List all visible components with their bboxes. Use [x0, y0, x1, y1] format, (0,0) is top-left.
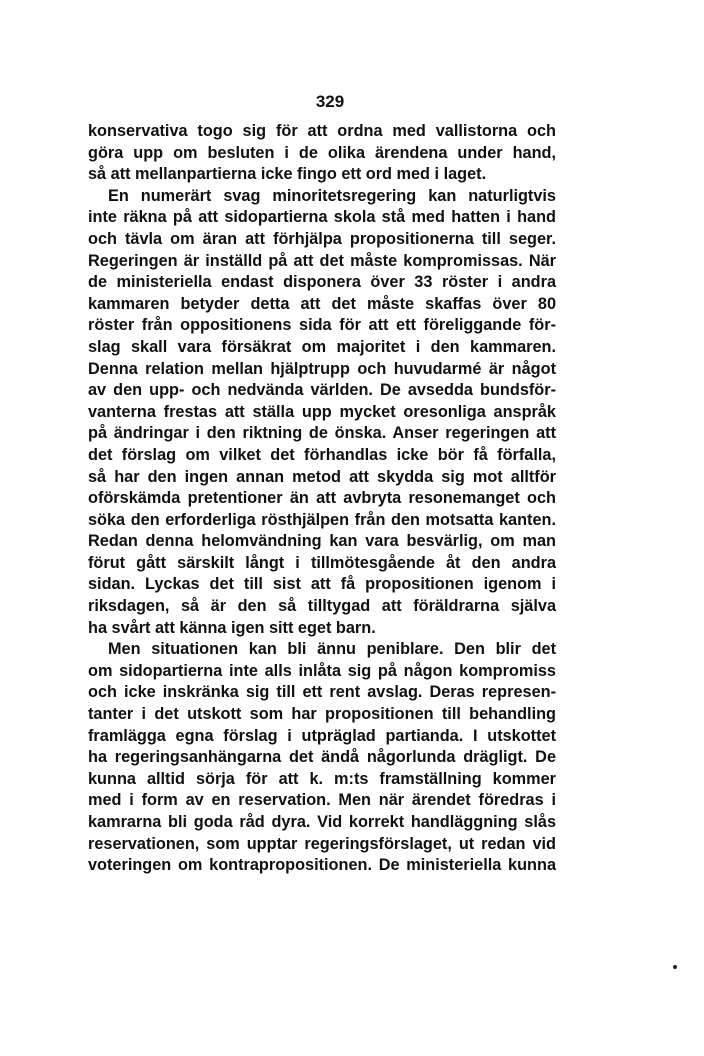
text-line: ha svårt att känna igen sitt eget barn. — [88, 618, 376, 637]
text-line: sidan. Lyckas det till sist att få propositionen igenom i — [88, 575, 556, 594]
text-line: tanter i det utskott som har propositionen till behandling — [88, 705, 556, 724]
text-line: kamrarna bli goda råd dyra. Vid korrekt handläggning slås — [88, 813, 556, 831]
text-line: av den upp- och nedvända världen. De avsedda bundsför- — [88, 381, 556, 400]
text-line: Denna relation mellan hjälptrupp och huvudarmé är något — [88, 359, 556, 378]
text-line: röster från oppositionens sida för att ett föreliggande för- — [88, 316, 556, 335]
text-line: En numerärt svag minoritetsregering kan naturligtvis — [108, 186, 556, 205]
text-line: så har den ingen annan metod att skydda sig mot alltför — [88, 467, 556, 486]
text-line: oförskämda pretentioner än att avbryta resonemanget och — [88, 489, 556, 508]
text-line: ha regeringsanhängarna det ändå någorlunda drägligt. De — [88, 748, 556, 767]
text-line: kunna alltid sörja för att k. m:ts framställning kommer — [88, 769, 556, 788]
body-text — [88, 121, 556, 877]
text-line: med i form av en reservation. Men när ärendet föredras i — [88, 791, 556, 810]
text-line: slag skall vara försäkrat om majoritet i den kammaren. — [88, 337, 556, 356]
text-line: riksdagen, så är den så tilltygad att föräldrarna själva — [88, 597, 556, 616]
text-line: vanterna frestas att ställa upp mycket oresonliga anspråk — [88, 402, 556, 421]
text-line: Redan denna helomvändning kan vara besvärlig, om man — [88, 532, 556, 551]
text-line: voteringen om kontrapropositionen. De ministeriella kunna — [88, 856, 556, 875]
text-line: på ändringar i den riktning de önska. Anser regeringen att — [88, 424, 556, 443]
text-line: det förslag om vilket det förhandlas icke bör få förfalla, — [88, 445, 556, 464]
text-line: de ministeriella endast disponera över 33 röster i andra — [88, 273, 556, 292]
text-line: inte räkna på att sidopartierna skola stå med hatten i hand — [88, 208, 556, 227]
text-line: förut gått särskilt långt i tillmötesgående åt den andra — [88, 553, 556, 572]
text-line: reservationen, som upptar regeringsförslaget, ut redan vid — [88, 834, 556, 853]
text-line: Regeringen är inställd på att det måste kompromissas. När — [88, 251, 556, 270]
stray-mark — [673, 965, 677, 969]
text-line: konservativa togo sig för att ordna med vallistorna och — [88, 122, 556, 140]
text-line: och tävla om äran att förhjälpa propositionerna till seger. — [88, 229, 556, 248]
text-line: framlägga egna förslag i utpräglad partianda. I utskottet — [88, 726, 556, 745]
text-line: söka den erforderliga rösthjälpen från den motsatta kanten. — [88, 510, 556, 529]
text-line: om sidopartierna inte alls inlåta sig på någon kompromiss — [88, 661, 556, 680]
text-line: kammaren betyder detta att det måste skaffas över 80 — [88, 294, 556, 313]
page-number: 329 — [315, 92, 345, 111]
text-line: göra upp om besluten i de olika ärendena under hand, — [88, 143, 556, 162]
text-line: och icke inskränka sig till ett rent avslag. Deras represen- — [88, 683, 556, 702]
text-line: så att mellanpartierna icke fingo ett ord med i laget. — [88, 165, 487, 184]
text-line: Men situationen kan bli ännu peniblare. Den blir det — [108, 640, 556, 659]
